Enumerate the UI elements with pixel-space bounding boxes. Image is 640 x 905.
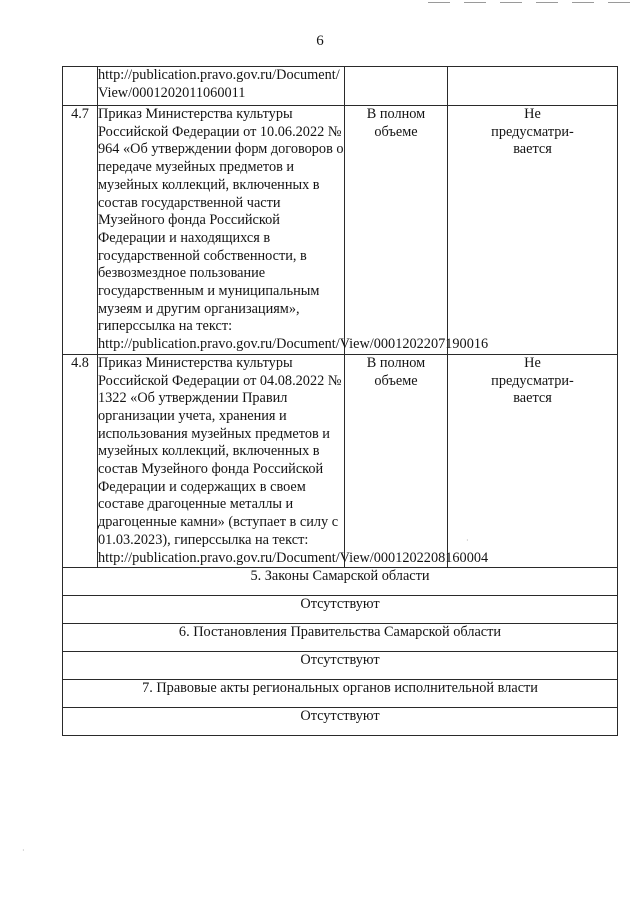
section-content-row (63, 652, 618, 680)
volume-text: В полном (366, 106, 426, 122)
note-text: Не (524, 354, 541, 371)
table-row-continuation (63, 67, 618, 106)
legal-acts-table (62, 66, 618, 736)
section-heading: 6. Постановления Правительства Самарской области (63, 624, 618, 652)
note-cell (448, 67, 618, 106)
note-text: вается (513, 141, 552, 158)
act-link: http://publication.pravo.gov.ru/Document/View/0001202208160004 (98, 549, 489, 566)
table-row (63, 354, 618, 567)
scan-speck: · (22, 846, 25, 855)
section-content-row (63, 708, 618, 736)
scan-speck: · (466, 536, 469, 545)
scan-marks (428, 2, 630, 3)
note-text: предусматри- (491, 372, 574, 389)
section-heading-row (63, 680, 618, 708)
section-heading-row (63, 568, 618, 596)
act-text: Приказ Министерства культуры Российской Федерации от 04.08.2022 № 1322 «Об утверждении Правил организации учета, хранения и использования музейных предметов и музейных коллекций, включенных в состав Музейного фонда Российской Федерации и содержащих в своем составе драгоценные металлы и драгоценные камни» (вступает в силу с 01.03.2023), гиперссылка на текст: (98, 354, 342, 548)
volume-cell (345, 354, 448, 567)
act-text: Приказ Министерства культуры Российской Федерации от 10.06.2022 № 964 «Об утверждении форм договоров о передаче музейных предметов и музейных коллекций, включенных в состав государственной части Музейного фонда Российской Федерации и находящихся в государственной собственности, в безвозмездное пользование государственным и муниципальным музеям и другим организациям», гиперссылка на текст: (98, 106, 344, 335)
row-number: 4.8 (63, 354, 98, 567)
section-content: Отсутствуют (63, 652, 618, 680)
table-row (63, 106, 618, 355)
page-number: 6 (316, 33, 324, 49)
volume-cell (345, 106, 448, 355)
note-text: предусматри- (491, 123, 574, 140)
act-link: http://publication.pravo.gov.ru/Document/View/0001202207190016 (98, 336, 489, 353)
volume-text: объеме (374, 372, 418, 389)
volume-cell (345, 67, 448, 106)
row-number: 4.7 (63, 106, 98, 355)
continuation-link: http://publication.pravo.gov.ru/Document/View/0001202011060011 (98, 67, 345, 106)
section-heading: 5. Законы Самарской области (63, 568, 618, 596)
section-content: Отсутствуют (63, 708, 618, 736)
volume-text: объеме (374, 123, 418, 140)
row-number-cell (63, 67, 98, 106)
note-text: вается (513, 390, 552, 407)
section-heading: 7. Правовые акты региональных органов исполнительной власти (63, 680, 618, 708)
note-cell (448, 354, 618, 567)
volume-text: В полном (366, 354, 426, 371)
section-content-row (63, 596, 618, 624)
section-heading-row (63, 624, 618, 652)
note-cell (448, 106, 618, 355)
note-text: Не (524, 106, 541, 122)
section-content: Отсутствуют (63, 596, 618, 624)
